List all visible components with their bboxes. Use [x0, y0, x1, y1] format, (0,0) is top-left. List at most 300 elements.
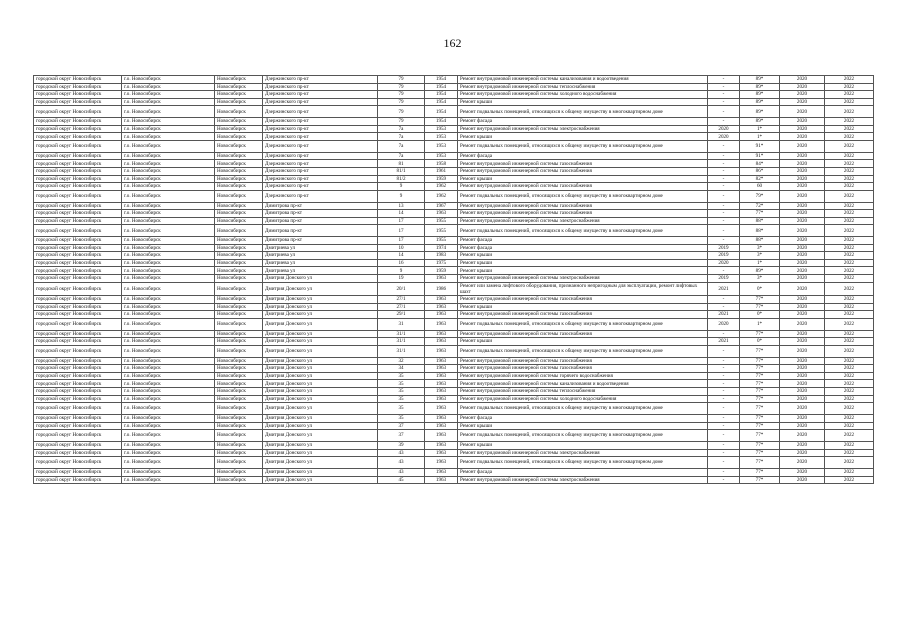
district-cell: городской округ Новосибирск: [34, 225, 122, 237]
district-cell: городской округ Новосибирск: [34, 357, 122, 365]
wear-percent-cell: 3*: [740, 275, 780, 283]
house-number-cell: 29/1: [378, 311, 425, 319]
planned-year-cell: -: [708, 365, 740, 373]
start-year-cell: 2020: [780, 338, 825, 346]
work-type-cell: Ремонт фасада: [458, 244, 708, 252]
district-cell: городской округ Новосибирск: [34, 311, 122, 319]
end-year-cell: 2022: [825, 118, 874, 126]
house-number-cell: 79: [378, 106, 425, 118]
end-year-cell: 2022: [825, 237, 874, 245]
planned-year-cell: 2020: [708, 133, 740, 141]
street-cell: Дзержинского пр-кт: [263, 152, 378, 160]
end-year-cell: 2022: [825, 441, 874, 449]
build-year-cell: 1963: [425, 430, 458, 442]
street-cell: Дмитрия Донского ул: [263, 476, 378, 484]
planned-year-cell: -: [708, 76, 740, 84]
street-cell: Дзержинского пр-кт: [263, 160, 378, 168]
street-cell: Дмитрия Донского ул: [263, 422, 378, 430]
street-cell: Дмитрия Донского ул: [263, 275, 378, 283]
district-cell: городской округ Новосибирск: [34, 430, 122, 442]
district-cell: городской округ Новосибирск: [34, 259, 122, 267]
street-cell: Дмитрия Донского ул: [263, 395, 378, 403]
wear-percent-cell: 88*: [740, 237, 780, 245]
planned-year-cell: 2021: [708, 311, 740, 319]
street-cell: Дмитрия Донского ул: [263, 414, 378, 422]
municipality-cell: г.о. Новосибирск: [122, 365, 215, 373]
municipality-cell: г.о. Новосибирск: [122, 476, 215, 484]
end-year-cell: 2022: [825, 457, 874, 469]
city-cell: Новосибирск: [215, 217, 263, 225]
build-year-cell: 1962: [425, 183, 458, 191]
work-type-cell: Ремонт подвальных помещений, относящихся к общему имуществу в многоквартирном доме: [458, 225, 708, 237]
start-year-cell: 2020: [780, 133, 825, 141]
end-year-cell: 2022: [825, 133, 874, 141]
city-cell: Новосибирск: [215, 167, 263, 175]
start-year-cell: 2020: [780, 190, 825, 202]
house-number-cell: 34: [378, 365, 425, 373]
work-type-cell: Ремонт внутридомовой инженерной системы канализования и водоотведения: [458, 380, 708, 388]
work-type-cell: Ремонт внутридомовой инженерной системы газоснабжения: [458, 202, 708, 210]
end-year-cell: 2022: [825, 91, 874, 99]
district-cell: городской округ Новосибирск: [34, 303, 122, 311]
municipality-cell: г.о. Новосибирск: [122, 106, 215, 118]
end-year-cell: 2022: [825, 210, 874, 218]
table-row: [34, 330, 874, 338]
build-year-cell: 1955: [425, 217, 458, 225]
table-row: [34, 403, 874, 415]
work-type-cell: Ремонт крыши: [458, 175, 708, 183]
house-number-cell: 79: [378, 83, 425, 91]
wear-percent-cell: 1*: [740, 125, 780, 133]
end-year-cell: 2022: [825, 190, 874, 202]
city-cell: Новосибирск: [215, 244, 263, 252]
street-cell: Дмитрия Донского ул: [263, 338, 378, 346]
build-year-cell: 1954: [425, 76, 458, 84]
district-cell: городской округ Новосибирск: [34, 76, 122, 84]
street-cell: Дмитрия Донского ул: [263, 441, 378, 449]
planned-year-cell: -: [708, 468, 740, 476]
table-row: [34, 468, 874, 476]
start-year-cell: 2020: [780, 430, 825, 442]
municipality-cell: г.о. Новосибирск: [122, 210, 215, 218]
municipality-cell: г.о. Новосибирск: [122, 217, 215, 225]
build-year-cell: 1963: [425, 403, 458, 415]
house-number-cell: 81/1: [378, 167, 425, 175]
district-cell: городской округ Новосибирск: [34, 98, 122, 106]
wear-percent-cell: 77*: [740, 468, 780, 476]
district-cell: городской округ Новосибирск: [34, 296, 122, 304]
end-year-cell: 2022: [825, 414, 874, 422]
district-cell: городской округ Новосибирск: [34, 365, 122, 373]
district-cell: городской округ Новосибирск: [34, 441, 122, 449]
planned-year-cell: -: [708, 303, 740, 311]
planned-year-cell: -: [708, 106, 740, 118]
table-row: [34, 267, 874, 275]
planned-year-cell: -: [708, 152, 740, 160]
table-row: [34, 167, 874, 175]
city-cell: Новосибирск: [215, 441, 263, 449]
wear-percent-cell: 77*: [740, 430, 780, 442]
planned-year-cell: 2021: [708, 282, 740, 295]
work-type-cell: Ремонт подвальных помещений, относящихся к общему имуществу в многоквартирном доме: [458, 318, 708, 330]
work-type-cell: Ремонт крыши: [458, 422, 708, 430]
municipality-cell: г.о. Новосибирск: [122, 468, 215, 476]
city-cell: Новосибирск: [215, 395, 263, 403]
table-row: [34, 372, 874, 380]
start-year-cell: 2020: [780, 259, 825, 267]
build-year-cell: 1974: [425, 244, 458, 252]
house-number-cell: 27/1: [378, 303, 425, 311]
district-cell: городской округ Новосибирск: [34, 125, 122, 133]
capital-repair-table: [33, 75, 874, 484]
end-year-cell: 2022: [825, 303, 874, 311]
build-year-cell: 1954: [425, 98, 458, 106]
build-year-cell: 1953: [425, 152, 458, 160]
city-cell: Новосибирск: [215, 414, 263, 422]
build-year-cell: 1963: [425, 449, 458, 457]
wear-percent-cell: 1*: [740, 133, 780, 141]
district-cell: городской округ Новосибирск: [34, 449, 122, 457]
end-year-cell: 2022: [825, 225, 874, 237]
city-cell: Новосибирск: [215, 76, 263, 84]
table-row: [34, 338, 874, 346]
wear-percent-cell: 89*: [740, 118, 780, 126]
start-year-cell: 2020: [780, 152, 825, 160]
wear-percent-cell: 77*: [740, 449, 780, 457]
street-cell: Дзержинского пр-кт: [263, 190, 378, 202]
table-row: [34, 160, 874, 168]
street-cell: Димитрова пр-кт: [263, 237, 378, 245]
build-year-cell: 1963: [425, 345, 458, 357]
build-year-cell: 1954: [425, 83, 458, 91]
start-year-cell: 2020: [780, 210, 825, 218]
street-cell: Димитрова пр-кт: [263, 202, 378, 210]
work-type-cell: Ремонт крыши: [458, 133, 708, 141]
wear-percent-cell: 77*: [740, 422, 780, 430]
planned-year-cell: -: [708, 476, 740, 484]
street-cell: Дмитрия Донского ул: [263, 330, 378, 338]
start-year-cell: 2020: [780, 83, 825, 91]
work-type-cell: Ремонт крыши: [458, 303, 708, 311]
city-cell: Новосибирск: [215, 357, 263, 365]
build-year-cell: 1963: [425, 468, 458, 476]
end-year-cell: 2022: [825, 76, 874, 84]
district-cell: городской округ Новосибирск: [34, 275, 122, 283]
planned-year-cell: -: [708, 210, 740, 218]
street-cell: Дмитрия Донского ул: [263, 318, 378, 330]
start-year-cell: 2020: [780, 395, 825, 403]
municipality-cell: г.о. Новосибирск: [122, 430, 215, 442]
city-cell: Новосибирск: [215, 83, 263, 91]
house-number-cell: 81/2: [378, 175, 425, 183]
table-row: [34, 395, 874, 403]
municipality-cell: г.о. Новосибирск: [122, 237, 215, 245]
end-year-cell: 2022: [825, 202, 874, 210]
street-cell: Дмитрия Донского ул: [263, 388, 378, 396]
work-type-cell: Ремонт внутридомовой инженерной системы электроснабжения: [458, 125, 708, 133]
house-number-cell: 35: [378, 395, 425, 403]
work-type-cell: Ремонт подвальных помещений, относящихся к общему имуществу в многоквартирном доме: [458, 106, 708, 118]
district-cell: городской округ Новосибирск: [34, 91, 122, 99]
wear-percent-cell: 3*: [740, 252, 780, 260]
table-row: [34, 175, 874, 183]
municipality-cell: г.о. Новосибирск: [122, 296, 215, 304]
planned-year-cell: -: [708, 388, 740, 396]
table-row: [34, 430, 874, 442]
end-year-cell: 2022: [825, 395, 874, 403]
city-cell: Новосибирск: [215, 449, 263, 457]
district-cell: городской округ Новосибирск: [34, 476, 122, 484]
house-number-cell: 45: [378, 476, 425, 484]
start-year-cell: 2020: [780, 225, 825, 237]
house-number-cell: 79: [378, 98, 425, 106]
start-year-cell: 2020: [780, 175, 825, 183]
city-cell: Новосибирск: [215, 430, 263, 442]
city-cell: Новосибирск: [215, 140, 263, 152]
planned-year-cell: -: [708, 98, 740, 106]
house-number-cell: 35: [378, 372, 425, 380]
end-year-cell: 2022: [825, 252, 874, 260]
table-row: [34, 140, 874, 152]
street-cell: Дмитрия Донского ул: [263, 430, 378, 442]
house-number-cell: 20/1: [378, 282, 425, 295]
table-row: [34, 83, 874, 91]
work-type-cell: Ремонт фасада: [458, 414, 708, 422]
house-number-cell: 31/1: [378, 330, 425, 338]
planned-year-cell: -: [708, 225, 740, 237]
house-number-cell: 17: [378, 225, 425, 237]
work-type-cell: Ремонт крыши: [458, 267, 708, 275]
house-number-cell: 31: [378, 318, 425, 330]
table-row: [34, 282, 874, 295]
street-cell: Дзержинского пр-кт: [263, 76, 378, 84]
municipality-cell: г.о. Новосибирск: [122, 252, 215, 260]
house-number-cell: 37: [378, 430, 425, 442]
table-row: [34, 441, 874, 449]
city-cell: Новосибирск: [215, 422, 263, 430]
municipality-cell: г.о. Новосибирск: [122, 403, 215, 415]
house-number-cell: 31/1: [378, 345, 425, 357]
municipality-cell: г.о. Новосибирск: [122, 190, 215, 202]
build-year-cell: 1958: [425, 160, 458, 168]
municipality-cell: г.о. Новосибирск: [122, 133, 215, 141]
work-type-cell: Ремонт внутридомовой инженерной системы электроснабжения: [458, 449, 708, 457]
table-row: [34, 183, 874, 191]
planned-year-cell: -: [708, 296, 740, 304]
build-year-cell: 1963: [425, 388, 458, 396]
work-type-cell: Ремонт внутридомовой инженерной системы электроснабжения: [458, 217, 708, 225]
street-cell: Дзержинского пр-кт: [263, 140, 378, 152]
street-cell: Дмитрия Донского ул: [263, 449, 378, 457]
table-row: [34, 275, 874, 283]
district-cell: городской округ Новосибирск: [34, 202, 122, 210]
planned-year-cell: -: [708, 91, 740, 99]
end-year-cell: 2022: [825, 296, 874, 304]
municipality-cell: г.о. Новосибирск: [122, 225, 215, 237]
start-year-cell: 2020: [780, 380, 825, 388]
house-number-cell: 35: [378, 380, 425, 388]
end-year-cell: 2022: [825, 282, 874, 295]
build-year-cell: 1963: [425, 296, 458, 304]
district-cell: городской округ Новосибирск: [34, 338, 122, 346]
planned-year-cell: 2020: [708, 259, 740, 267]
district-cell: городской округ Новосибирск: [34, 330, 122, 338]
end-year-cell: 2022: [825, 98, 874, 106]
city-cell: Новосибирск: [215, 175, 263, 183]
planned-year-cell: 2020: [708, 125, 740, 133]
house-number-cell: 35: [378, 414, 425, 422]
build-year-cell: 1959: [425, 175, 458, 183]
build-year-cell: 1961: [425, 167, 458, 175]
house-number-cell: 35: [378, 403, 425, 415]
start-year-cell: 2020: [780, 217, 825, 225]
start-year-cell: 2020: [780, 275, 825, 283]
end-year-cell: 2022: [825, 318, 874, 330]
city-cell: Новосибирск: [215, 237, 263, 245]
municipality-cell: г.о. Новосибирск: [122, 118, 215, 126]
house-number-cell: 43: [378, 457, 425, 469]
city-cell: Новосибирск: [215, 267, 263, 275]
street-cell: Дмитриева ул: [263, 267, 378, 275]
street-cell: Дзержинского пр-кт: [263, 118, 378, 126]
table-row: [34, 217, 874, 225]
municipality-cell: г.о. Новосибирск: [122, 449, 215, 457]
street-cell: Дзержинского пр-кт: [263, 83, 378, 91]
street-cell: Дмитрия Донского ул: [263, 357, 378, 365]
city-cell: Новосибирск: [215, 296, 263, 304]
table-row: [34, 357, 874, 365]
table-row: [34, 237, 874, 245]
wear-percent-cell: 89*: [740, 106, 780, 118]
house-number-cell: 79: [378, 76, 425, 84]
street-cell: Дмитриева ул: [263, 259, 378, 267]
city-cell: Новосибирск: [215, 183, 263, 191]
wear-percent-cell: 88*: [740, 217, 780, 225]
district-cell: городской округ Новосибирск: [34, 183, 122, 191]
work-type-cell: Ремонт внутридомовой инженерной системы газоснабжения: [458, 330, 708, 338]
build-year-cell: 1986: [425, 282, 458, 295]
build-year-cell: 1963: [425, 380, 458, 388]
wear-percent-cell: 79*: [740, 190, 780, 202]
house-number-cell: 7а: [378, 125, 425, 133]
start-year-cell: 2020: [780, 237, 825, 245]
build-year-cell: 1959: [425, 267, 458, 275]
build-year-cell: 1963: [425, 457, 458, 469]
house-number-cell: 7а: [378, 140, 425, 152]
planned-year-cell: -: [708, 160, 740, 168]
end-year-cell: 2022: [825, 311, 874, 319]
build-year-cell: 1963: [425, 330, 458, 338]
municipality-cell: г.о. Новосибирск: [122, 175, 215, 183]
planned-year-cell: -: [708, 457, 740, 469]
district-cell: городской округ Новосибирск: [34, 140, 122, 152]
street-cell: Дзержинского пр-кт: [263, 175, 378, 183]
municipality-cell: г.о. Новосибирск: [122, 441, 215, 449]
city-cell: Новосибирск: [215, 91, 263, 99]
table-row: [34, 202, 874, 210]
city-cell: Новосибирск: [215, 330, 263, 338]
start-year-cell: 2020: [780, 468, 825, 476]
start-year-cell: 2020: [780, 252, 825, 260]
end-year-cell: 2022: [825, 380, 874, 388]
municipality-cell: г.о. Новосибирск: [122, 330, 215, 338]
planned-year-cell: -: [708, 118, 740, 126]
work-type-cell: Ремонт фасада: [458, 237, 708, 245]
planned-year-cell: -: [708, 83, 740, 91]
district-cell: городской округ Новосибирск: [34, 380, 122, 388]
municipality-cell: г.о. Новосибирск: [122, 244, 215, 252]
planned-year-cell: -: [708, 217, 740, 225]
table-row: [34, 414, 874, 422]
table-row: [34, 152, 874, 160]
start-year-cell: 2020: [780, 311, 825, 319]
start-year-cell: 2020: [780, 441, 825, 449]
wear-percent-cell: 91*: [740, 140, 780, 152]
city-cell: Новосибирск: [215, 365, 263, 373]
end-year-cell: 2022: [825, 83, 874, 91]
work-type-cell: Ремонт крыши: [458, 252, 708, 260]
planned-year-cell: 2019: [708, 275, 740, 283]
district-cell: городской округ Новосибирск: [34, 267, 122, 275]
start-year-cell: 2020: [780, 244, 825, 252]
municipality-cell: г.о. Новосибирск: [122, 160, 215, 168]
house-number-cell: 32: [378, 357, 425, 365]
table-row: [34, 311, 874, 319]
wear-percent-cell: 88*: [740, 225, 780, 237]
end-year-cell: 2022: [825, 106, 874, 118]
district-cell: городской округ Новосибирск: [34, 83, 122, 91]
build-year-cell: 1963: [425, 365, 458, 373]
end-year-cell: 2022: [825, 338, 874, 346]
start-year-cell: 2020: [780, 345, 825, 357]
start-year-cell: 2020: [780, 403, 825, 415]
start-year-cell: 2020: [780, 202, 825, 210]
street-cell: Дмитрия Донского ул: [263, 457, 378, 469]
build-year-cell: 1963: [425, 422, 458, 430]
street-cell: Дзержинского пр-кт: [263, 167, 378, 175]
street-cell: Дмитрия Донского ул: [263, 468, 378, 476]
build-year-cell: 1953: [425, 133, 458, 141]
start-year-cell: 2020: [780, 91, 825, 99]
house-number-cell: 31/1: [378, 338, 425, 346]
wear-percent-cell: 77*: [740, 441, 780, 449]
district-cell: городской округ Новосибирск: [34, 175, 122, 183]
municipality-cell: г.о. Новосибирск: [122, 76, 215, 84]
planned-year-cell: -: [708, 175, 740, 183]
work-type-cell: Ремонт фасада: [458, 468, 708, 476]
table-row: [34, 225, 874, 237]
house-number-cell: 9: [378, 190, 425, 202]
planned-year-cell: -: [708, 414, 740, 422]
city-cell: Новосибирск: [215, 106, 263, 118]
start-year-cell: 2020: [780, 330, 825, 338]
house-number-cell: 43: [378, 468, 425, 476]
table-row: [34, 91, 874, 99]
planned-year-cell: 2019: [708, 244, 740, 252]
end-year-cell: 2022: [825, 372, 874, 380]
district-cell: городской округ Новосибирск: [34, 237, 122, 245]
table-row: [34, 106, 874, 118]
table-row: [34, 133, 874, 141]
street-cell: Дзержинского пр-кт: [263, 91, 378, 99]
build-year-cell: 1963: [425, 338, 458, 346]
work-type-cell: Ремонт внутридомовой инженерной системы горячего водоснабжения: [458, 372, 708, 380]
house-number-cell: 7а: [378, 133, 425, 141]
city-cell: Новосибирск: [215, 252, 263, 260]
planned-year-cell: -: [708, 237, 740, 245]
city-cell: Новосибирск: [215, 403, 263, 415]
municipality-cell: г.о. Новосибирск: [122, 91, 215, 99]
